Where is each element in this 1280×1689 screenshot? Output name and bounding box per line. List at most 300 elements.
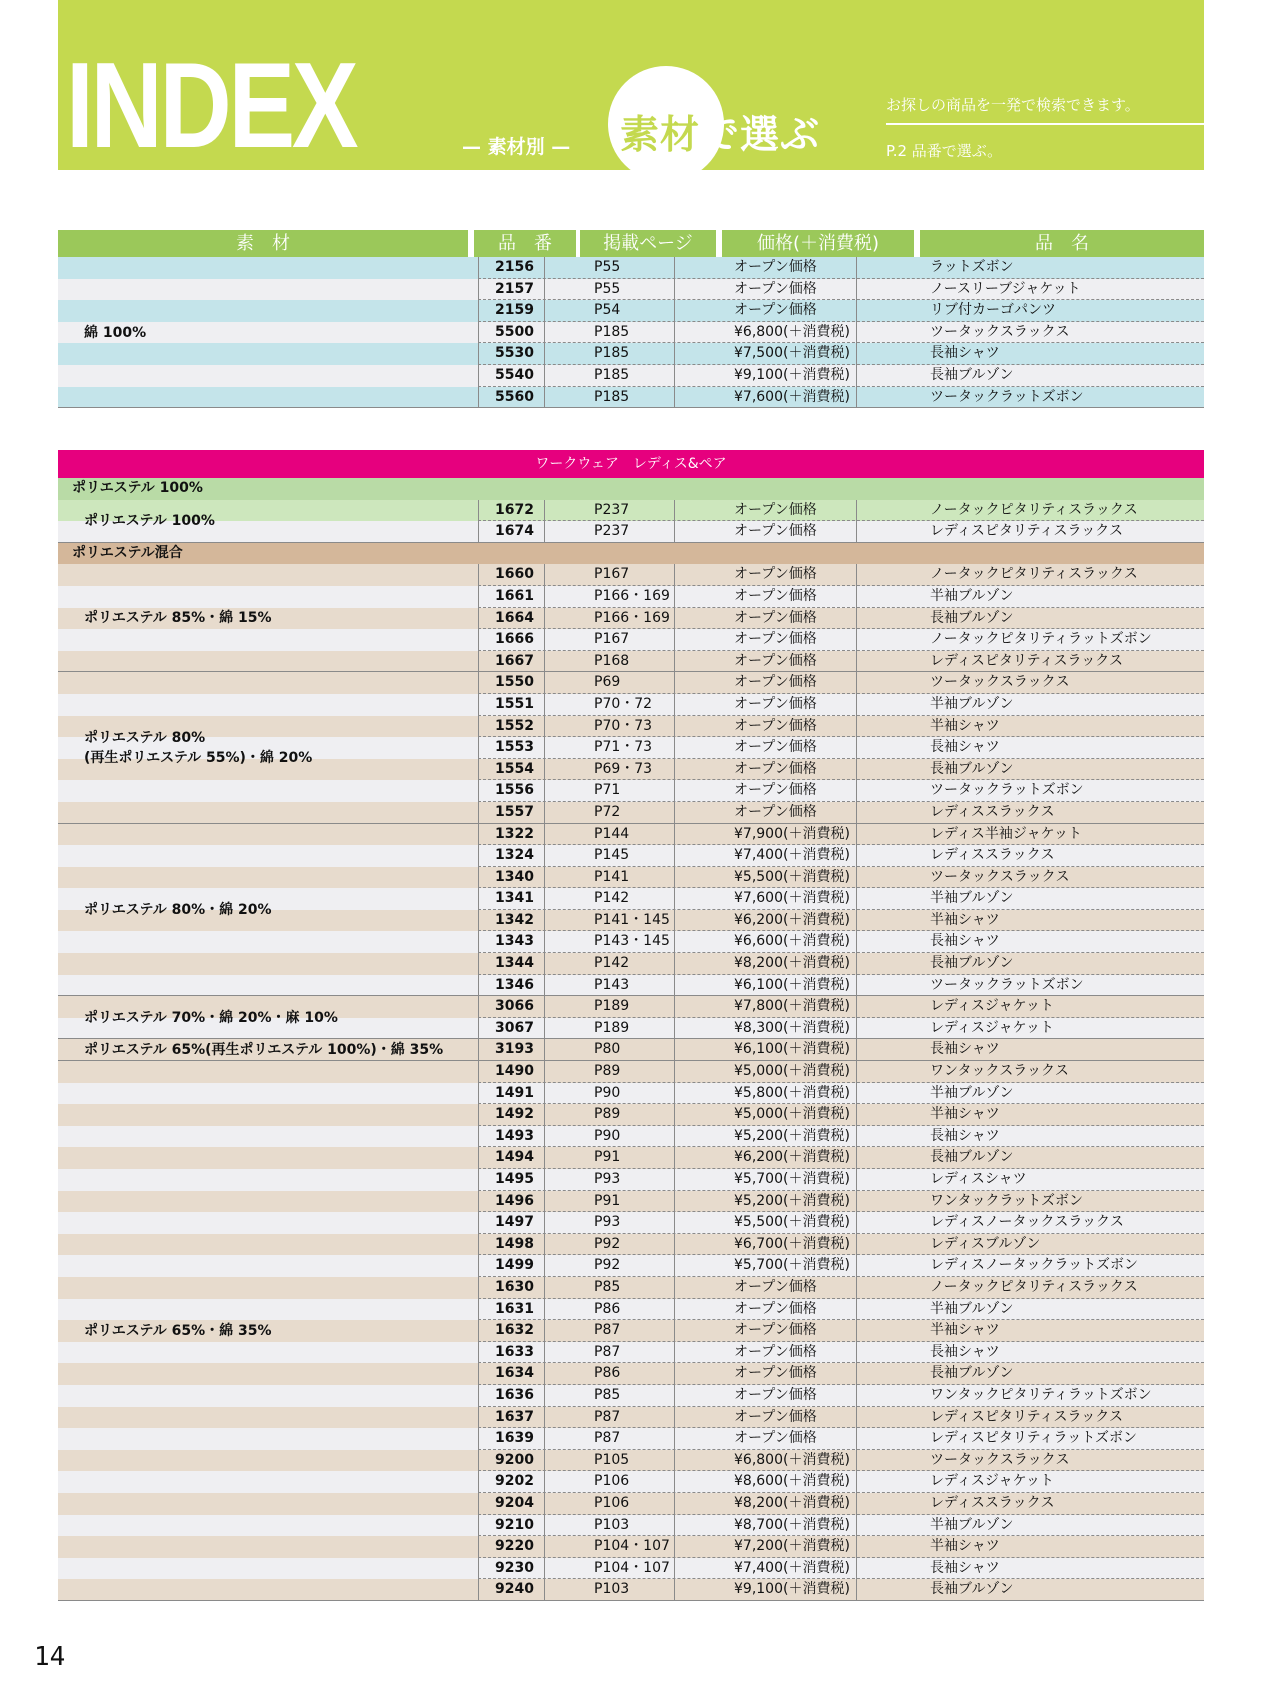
column-divider [544,1061,545,1601]
table-row [58,1558,1204,1580]
page-ref: P86 [594,1300,621,1317]
item-name: 半袖シャツ [930,911,1000,928]
item-number: 1557 [495,803,534,820]
price: オープン価格 [734,803,817,820]
page-ref: P54 [594,302,621,319]
page-ref: P105 [594,1451,630,1468]
item-number: 1342 [495,911,534,928]
header-link-text: P.2 品番で選ぶ。 [886,142,1003,160]
item-number: 1661 [495,587,534,604]
page-ref: P55 [594,280,621,297]
material-block [58,257,1204,408]
page-ref: P91 [594,1149,621,1166]
column-divider [856,672,857,823]
material-label: ポリエステル 65%・綿 35% [84,1323,272,1340]
price: ¥6,700(＋消費税) [734,1235,850,1252]
page-ref: P87 [594,1322,621,1339]
title-circle-text: 素材 [620,113,701,158]
item-number: 1498 [495,1235,534,1252]
page-ref: P145 [594,847,630,864]
item-number: 3066 [495,998,534,1015]
price: ¥7,200(＋消費税) [734,1538,850,1555]
column-divider [856,1061,857,1601]
price: オープン価格 [734,717,817,734]
block-border [58,407,1204,408]
material-block [58,1061,1204,1601]
item-number: 1494 [495,1149,534,1166]
page-ref: P90 [594,1084,621,1101]
column-divider [674,996,675,1039]
price: ¥6,100(＋消費税) [734,976,850,993]
price: オープン価格 [734,1365,817,1382]
price: オープン価格 [734,652,817,669]
col-header-material: 素 材 [58,230,468,257]
item-number: 9210 [495,1516,534,1533]
material-label: 綿 100% [84,324,147,341]
item-name: ノータックピタリティスラックス [930,501,1138,518]
item-number: 1637 [495,1408,534,1425]
price: ¥8,200(＋消費税) [734,955,850,972]
item-number: 1492 [495,1106,534,1123]
material-block [58,1039,1204,1061]
item-number: 1664 [495,609,534,626]
item-number: 1499 [495,1257,534,1274]
column-divider [674,672,675,823]
item-name: レディスピタリティスラックス [930,523,1124,540]
material-block [58,672,1204,823]
header-divider [886,123,1204,125]
material-block [58,564,1204,672]
item-number: 9202 [495,1473,534,1490]
table-row [58,1428,1204,1450]
item-name: 長袖シャツ [930,345,1000,362]
page-ref: P185 [594,345,630,362]
item-number: 1630 [495,1278,534,1295]
column-divider [544,500,545,543]
item-name: レディス半袖ジャケット [930,825,1082,842]
page-ref: P103 [594,1581,630,1598]
page-ref: P106 [594,1494,630,1511]
item-name: 半袖ブルゾン [930,587,1014,604]
price: ¥5,200(＋消費税) [734,1192,850,1209]
item-number: 1550 [495,674,534,691]
item-name: 半袖ブルゾン [930,695,1014,712]
page-ref: P87 [594,1343,621,1360]
column-divider [856,500,857,543]
item-number: 1633 [495,1343,534,1360]
table-row [58,564,1204,586]
column-divider [478,500,479,543]
item-number: 1343 [495,933,534,950]
price: ¥7,600(＋消費税) [734,388,850,405]
item-name: ツータックラットズボン [930,782,1084,799]
column-divider [544,257,545,408]
price: ¥5,000(＋消費税) [734,1063,850,1080]
item-number: 3193 [495,1041,534,1058]
price: ¥7,800(＋消費税) [734,998,850,1015]
ladies-pair-table [58,456,1204,1601]
table-row [58,931,1204,953]
item-name: 長袖ブルゾン [930,1581,1014,1598]
page-ref: P71 [594,782,621,799]
cotton-table [58,257,1204,408]
price: オープン価格 [734,760,817,777]
page-ref: P166・169 [594,587,670,604]
table-row [58,651,1204,673]
item-number: 1556 [495,782,534,799]
column-divider [478,824,479,997]
item-name: 半袖ブルゾン [930,1516,1014,1533]
price: ¥7,600(＋消費税) [734,890,850,907]
column-divider [674,564,675,672]
item-number: 5500 [495,323,534,340]
table-row [58,1407,1204,1429]
table-row [58,672,1204,694]
item-number: 9240 [495,1581,534,1598]
price: ¥6,100(＋消費税) [734,1041,850,1058]
column-divider [856,824,857,997]
material-label: ポリエステル 85%・綿 15% [84,610,272,627]
material-label: (再生ポリエステル 55%)・綿 20% [84,749,313,766]
page-title [620,104,820,160]
page-ref: P86 [594,1365,621,1382]
page-ref: P166・169 [594,609,670,626]
item-number: 1631 [495,1300,534,1317]
page-ref: P104・107 [594,1559,670,1576]
column-divider [478,564,479,672]
item-number: 3067 [495,1019,534,1036]
item-name: 半袖シャツ [930,1106,1000,1123]
price: ¥5,800(＋消費税) [734,1084,850,1101]
price: ¥7,400(＋消費税) [734,1559,850,1576]
item-number: 1551 [495,695,534,712]
item-name: 長袖シャツ [930,739,1000,756]
item-name: レディスシャツ [930,1171,1027,1187]
table-row [58,500,1204,522]
column-divider [478,257,479,408]
table-row [58,1212,1204,1234]
item-number: 5530 [495,345,534,362]
table-row [58,824,1204,846]
item-number: 9220 [495,1538,534,1555]
item-name: レディスピタリティラットズボン [930,1430,1138,1447]
column-divider [478,1039,479,1061]
item-name: 長袖ブルゾン [930,366,1014,383]
table-row [58,1493,1204,1515]
table-row [58,1450,1204,1472]
price: オープン価格 [734,1343,817,1360]
table-row [58,279,1204,301]
price: ¥5,700(＋消費税) [734,1257,850,1274]
price: ¥9,100(＋消費税) [734,366,850,383]
item-name: 長袖シャツ [930,1041,1000,1058]
item-number: 1554 [495,760,534,777]
column-divider [674,1039,675,1061]
column-divider [544,824,545,997]
table-row [58,802,1204,824]
index-title: INDEX [66,37,356,173]
column-divider [856,564,857,672]
table-row [58,1515,1204,1537]
table-row [58,1342,1204,1364]
page-ref: P106 [594,1473,630,1490]
material-block [58,824,1204,997]
item-name: ツータックスラックス [930,323,1070,340]
item-number: 1341 [495,890,534,907]
item-number: 1666 [495,631,534,648]
page-ref: P142 [594,955,630,972]
price: オープン価格 [734,523,817,540]
page-ref: P143 [594,976,630,993]
item-number: 9204 [495,1494,534,1511]
page-ref: P89 [594,1063,621,1080]
page-ref: P185 [594,388,630,405]
table-row [58,1169,1204,1191]
item-name: ノータックピタリティスラックス [930,566,1138,583]
price: オープン価格 [734,739,817,756]
table-row [58,1191,1204,1213]
item-name: 長袖ブルゾン [930,955,1014,972]
page-ref: P237 [594,501,630,518]
page-ref: P69・73 [594,760,653,777]
price: ¥6,800(＋消費税) [734,323,850,340]
item-name: ツータックラットズボン [930,388,1084,405]
price: ¥6,800(＋消費税) [734,1451,850,1468]
page-ref: P55 [594,259,621,275]
item-name: ツータックスラックス [930,1451,1070,1468]
page-ref: P91 [594,1192,621,1209]
item-number: 1672 [495,501,534,518]
page-ref: P189 [594,998,630,1015]
table-row [58,1471,1204,1493]
page-ref: P141 [594,868,630,885]
table-row [58,1363,1204,1385]
material-block [58,996,1204,1039]
price: ¥5,200(＋消費税) [734,1127,850,1144]
column-divider [856,1039,857,1061]
item-name: ワンタックピタリティラットズボン [930,1386,1152,1403]
table-row [58,1147,1204,1169]
column-divider [544,996,545,1039]
price: ¥8,700(＋消費税) [734,1516,850,1533]
price: ¥6,600(＋消費税) [734,933,850,950]
price: オープン価格 [734,631,817,648]
item-name: レディスノータックラットズボン [930,1257,1139,1274]
table-row [58,1385,1204,1407]
column-divider [478,996,479,1039]
item-name: ツータックラットズボン [930,976,1084,993]
column-divider [544,1039,545,1061]
item-name: 半袖ブルゾン [930,890,1014,907]
column-divider [478,672,479,823]
page-ref: P85 [594,1278,621,1295]
price: オープン価格 [734,1386,817,1403]
page-ref: P89 [594,1106,621,1123]
item-name: レディスジャケット [930,1473,1054,1490]
item-number: 1552 [495,717,534,734]
page-ref: P142 [594,890,630,907]
item-number: 1344 [495,955,534,972]
page-ref: P143・145 [594,933,670,950]
column-divider [478,1061,479,1601]
price: オープン価格 [734,695,817,712]
item-number: 1490 [495,1063,534,1080]
item-number: 1493 [495,1127,534,1144]
page-ref: P70・73 [594,717,653,734]
item-number: 1495 [495,1171,534,1187]
table-row [58,716,1204,738]
item-name: レディススラックス [930,1494,1055,1511]
material-block [58,500,1204,543]
table-row [58,845,1204,867]
item-name: 長袖シャツ [930,1559,1000,1576]
price: ¥7,500(＋消費税) [734,345,850,362]
page-ref: P144 [594,825,630,842]
table-row [58,1277,1204,1299]
item-name: 長袖シャツ [930,933,1000,950]
page-ref: P103 [594,1516,630,1533]
page-ref: P93 [594,1214,621,1231]
item-number: 1632 [495,1322,534,1339]
table-row [58,975,1204,997]
page-ref: P104・107 [594,1538,670,1555]
price: オープン価格 [734,674,817,691]
table-row [58,1255,1204,1277]
col-header-number: 品 番 [474,230,576,257]
price: オープン価格 [734,280,817,297]
price: ¥7,900(＋消費税) [734,825,850,842]
table-row [58,1104,1204,1126]
sub-label: — 素材別 — [462,136,571,158]
section-banner: ワークウェア レディス&ペア [58,450,1204,478]
item-name: 長袖シャツ [930,1343,1000,1360]
table-row [58,629,1204,651]
table-row [58,867,1204,889]
item-name: リブ付カーゴパンツ [930,302,1056,319]
item-name: 半袖ブルゾン [930,1084,1014,1101]
table-row [58,1579,1204,1601]
item-number: 1340 [495,868,534,885]
item-number: 5540 [495,366,534,383]
price: オープン価格 [734,1278,817,1295]
price: オープン価格 [734,501,817,518]
table-row [58,365,1204,387]
column-divider [856,257,857,408]
page-ref: P90 [594,1127,621,1144]
material-label: ポリエステル 80% [84,729,206,746]
table-row [58,1126,1204,1148]
page-ref: P69 [594,674,621,691]
material-label: ポリエステル 70%・綿 20%・麻 10% [84,1009,338,1026]
price: ¥9,100(＋消費税) [734,1581,850,1598]
item-name: 長袖シャツ [930,1127,1000,1144]
table-row [58,521,1204,543]
page-ref: P237 [594,523,630,540]
table-row [58,694,1204,716]
page-number: 14 [34,1642,66,1672]
item-name: ノータックピタリティラットズボン [930,631,1152,648]
item-number: 9230 [495,1559,534,1576]
column-divider [856,996,857,1039]
table-row [58,322,1204,344]
item-name: 長袖ブルゾン [930,1365,1014,1382]
item-name: 半袖シャツ [930,1538,1000,1555]
item-name: ノータックピタリティスラックス [930,1278,1138,1295]
table-row [58,257,1204,279]
table-row [58,1083,1204,1105]
price: ¥8,200(＋消費税) [734,1494,850,1511]
item-number: 2156 [495,259,534,275]
item-number: 1346 [495,976,534,993]
item-name: レディスブルゾン [930,1235,1041,1252]
price: ¥5,500(＋消費税) [734,868,850,885]
item-number: 1496 [495,1192,534,1209]
page-ref: P71・73 [594,739,653,756]
price: ¥8,300(＋消費税) [734,1019,850,1036]
page-ref: P70・72 [594,695,653,712]
item-number: 1324 [495,847,534,864]
price: ¥6,200(＋消費税) [734,1149,850,1166]
table-row [58,1299,1204,1321]
item-name: 長袖ブルゾン [930,1149,1014,1166]
price: オープン価格 [734,587,817,604]
table-row [58,953,1204,975]
table-row [58,1061,1204,1083]
item-name: ツータックスラックス [930,868,1070,885]
item-name: ノースリーブジャケット [930,280,1081,297]
item-name: レディススラックス [930,803,1055,820]
item-number: 1491 [495,1084,534,1101]
page-ref: P189 [594,1019,630,1036]
item-name: レディスジャケット [930,1019,1054,1036]
item-name: 半袖シャツ [930,1322,1000,1339]
material-label: ポリエステル 100% [84,513,215,530]
table-row [58,1536,1204,1558]
item-name: ラットズボン [930,259,1014,275]
column-divider [674,500,675,543]
item-number: 1497 [495,1214,534,1231]
table-row [58,780,1204,802]
page-ref: P185 [594,366,630,383]
item-name: レディスピタリティスラックス [930,652,1124,669]
page-ref: P80 [594,1041,621,1058]
col-header-price: 価格(＋消費税) [722,230,914,257]
page-ref: P167 [594,566,630,583]
column-divider [544,564,545,672]
table-row [58,1234,1204,1256]
column-divider [674,1061,675,1601]
item-number: 2159 [495,302,534,319]
material-label: ポリエステル 65%(再生ポリエステル 100%)・綿 35% [84,1042,444,1059]
item-name: 半袖シャツ [930,717,1000,734]
header-description: お探しの商品を一発で検索できます。 [886,96,1140,114]
page-ref: P87 [594,1408,621,1425]
page-ref: P87 [594,1430,621,1447]
price: ¥6,200(＋消費税) [734,911,850,928]
item-name: ツータックスラックス [930,674,1070,691]
item-name: 長袖ブルゾン [930,760,1014,777]
price: オープン価格 [734,609,817,626]
item-name: ワンタックスラックス [930,1063,1069,1080]
item-number: 2157 [495,280,534,297]
page-ref: P93 [594,1171,621,1187]
item-name: レディスノータックスラックス [930,1214,1124,1231]
item-number: 1674 [495,523,534,540]
column-divider [674,257,675,408]
page-ref: P141・145 [594,911,670,928]
item-number: 1639 [495,1430,534,1447]
item-name: 半袖ブルゾン [930,1300,1014,1317]
